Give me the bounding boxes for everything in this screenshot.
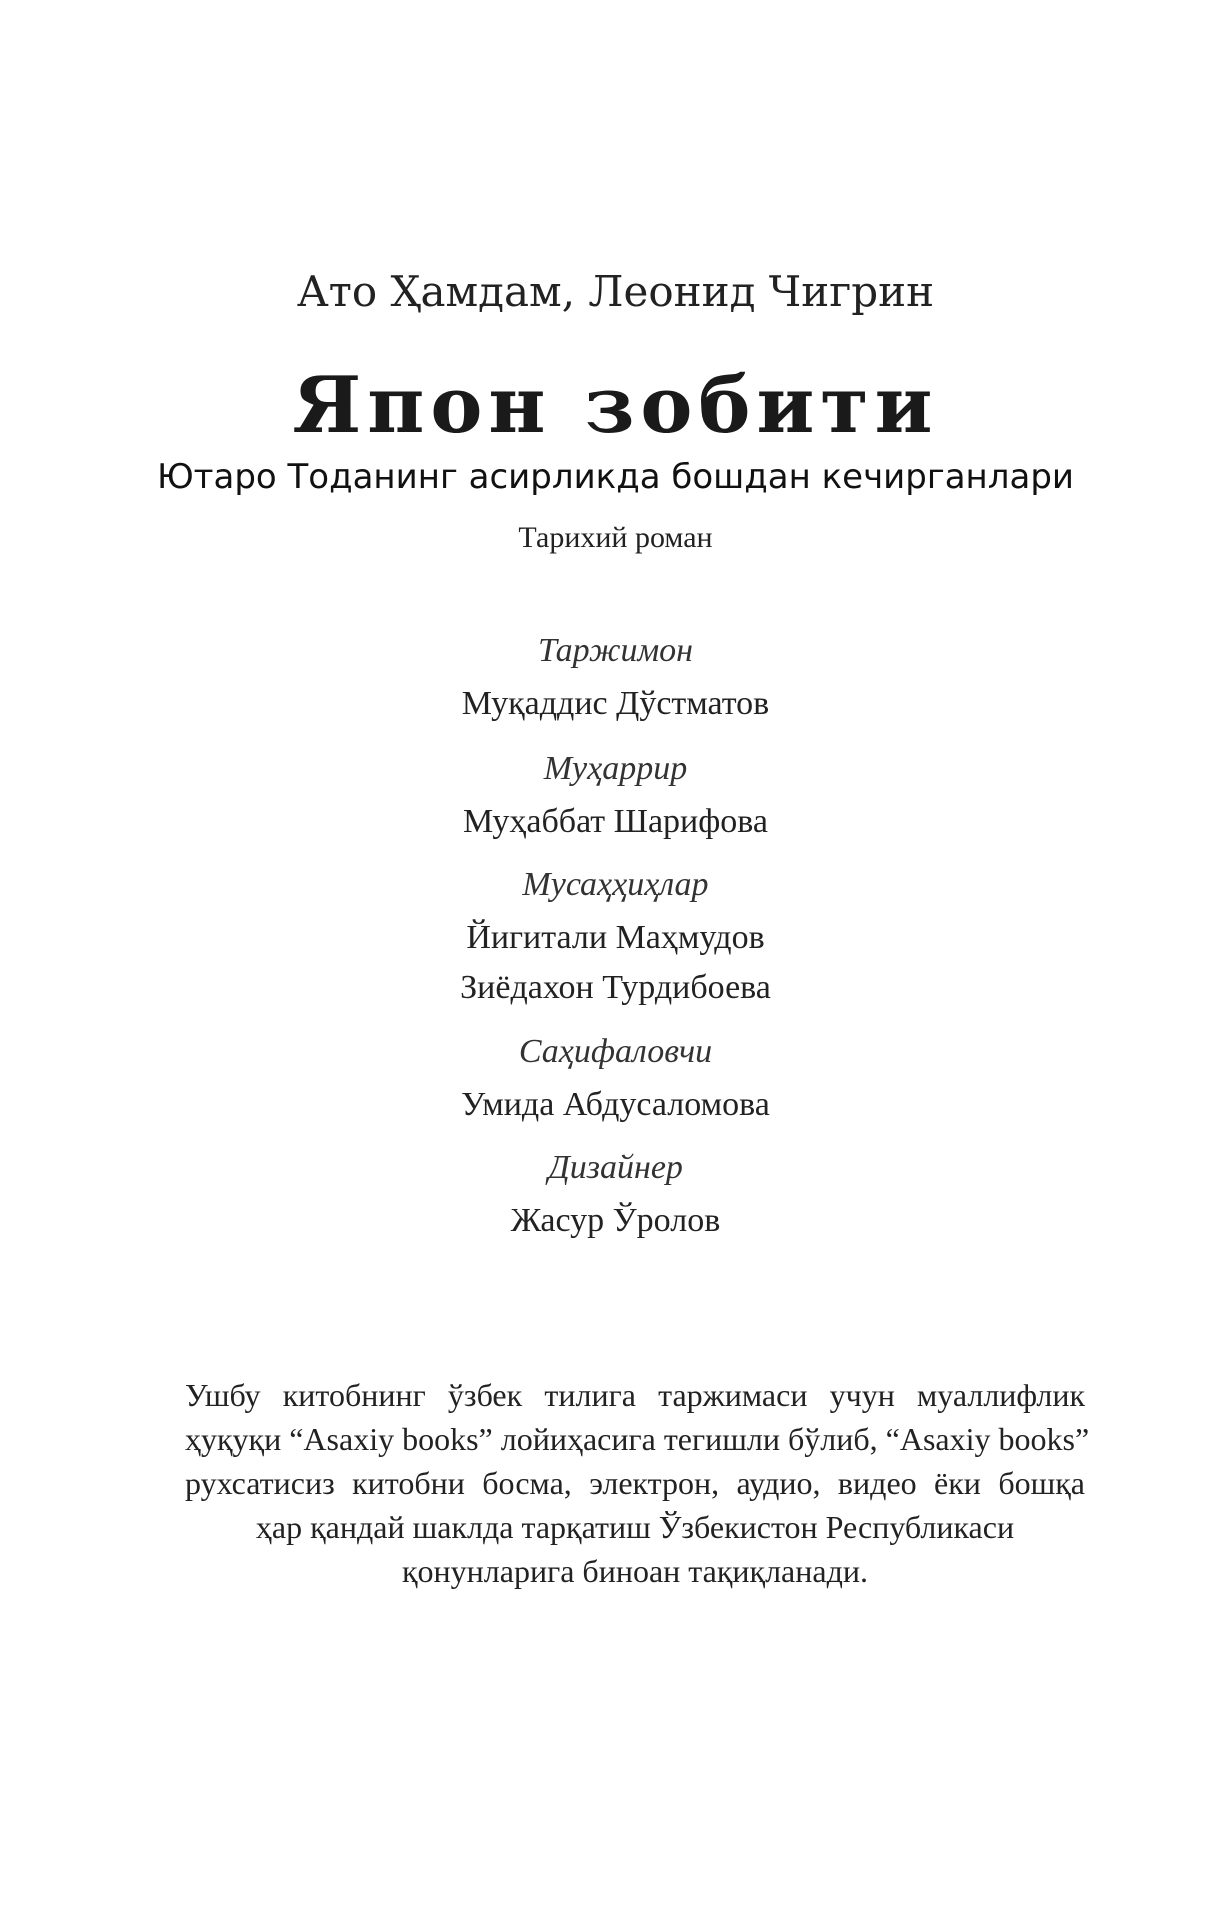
book-genre: Тарихий роман — [518, 521, 713, 554]
credit-person-editor: Муҳаббат Шарифова — [463, 803, 768, 840]
credit-person-proofreader-2: Зиёдахон Турдибоева — [460, 969, 771, 1006]
book-subtitle: Ютаро Тоданинг асирликда бошдан кечирганлари — [156, 457, 1075, 497]
credit-person-layout: Умида Абдусаломова — [461, 1086, 770, 1123]
credit-person-proofreader-1: Йигитали Маҳмудов — [466, 919, 765, 956]
credit-person-translator: Муқаддис Дўстматов — [461, 685, 770, 722]
copyright-line: рухсатисиз китобни босма, электрон, аудио, видео ёки бошқа — [185, 1465, 1085, 1501]
copyright-line: Ушбу китобнинг ўзбек тилига таржимаси учун муаллифлик — [185, 1377, 1085, 1413]
credit-role-editor: Муҳаррир — [543, 750, 688, 787]
credit-role-designer: Дизайнер — [548, 1149, 683, 1186]
copyright-line: ҳуқуқи “Asaxiy books” лойиҳасига тегишли бўлиб, “Asaxiy books” — [185, 1421, 1090, 1457]
book-authors: Ато Ҳамдам, Леонид Чигрин — [296, 267, 935, 316]
credit-role-proofreaders: Мусаҳҳиҳлар — [522, 866, 709, 903]
copyright-line: ҳар қандай шаклда тарқатиш Ўзбекистон Республикаси — [255, 1509, 1015, 1545]
copyright-notice — [185, 1373, 1090, 1593]
credit-role-translator: Таржимон — [537, 632, 694, 669]
copyright-line: қонунларига биноан тақиқланади. — [402, 1553, 868, 1589]
credit-role-layout: Саҳифаловчи — [518, 1033, 713, 1070]
credit-person-designer: Жасур Ўролов — [510, 1202, 721, 1239]
book-title: Япон зобити — [292, 360, 939, 451]
